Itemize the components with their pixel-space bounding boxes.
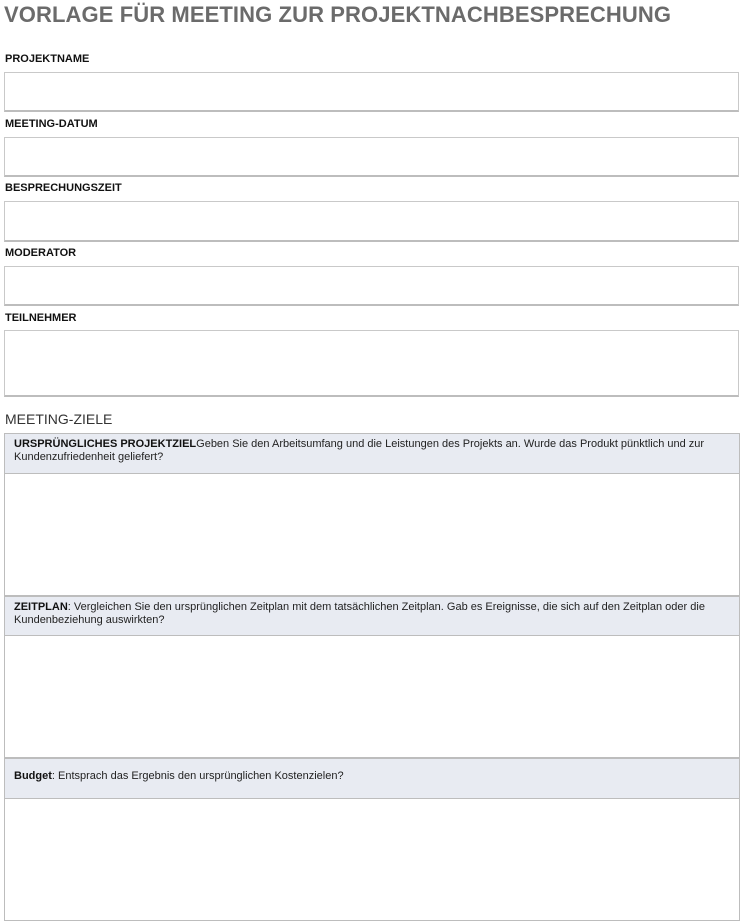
meeting-time-field[interactable]	[4, 201, 739, 242]
project-name-label: PROJEKTNAME	[5, 53, 90, 65]
meeting-date-label: MEETING-DATUM	[5, 118, 98, 130]
objective-prompt: Entsprach das Ergebnis den ursprünglichen Kostenzielen?	[54, 770, 344, 782]
objective-prompt: Geben Sie den Arbeitsumfang und die Leistungen des Projekts an. Wurde das Produkt pünktlich und zur Kundenzufriedenheit geliefert?	[14, 438, 705, 463]
participants-field[interactable]	[4, 330, 739, 397]
objective-separator: :	[67, 601, 71, 613]
meeting-time-label: BESPRECHUNGSZEIT	[5, 182, 122, 194]
objective-prompt: Vergleichen Sie den ursprünglichen Zeitplan mit dem tatsächlichen Zeitplan. Gab es Ereignisse, die sich auf den Zeitplan oder die Kundenbeziehung auswirkten?	[14, 601, 705, 626]
objective-label: ZEITPLAN	[14, 601, 68, 613]
objective-separator: :	[51, 770, 55, 782]
page-title: VORLAGE FÜR MEETING ZUR PROJEKTNACHBESPRECHUNG	[4, 2, 672, 27]
objective-label: URSPRÜNGLICHES PROJEKTZIEL	[14, 438, 197, 450]
meeting-date-field[interactable]	[4, 137, 739, 177]
participants-label: TEILNEHMER	[5, 312, 77, 324]
objective-response-schedule[interactable]	[5, 636, 739, 759]
meeting-objectives-heading: MEETING-ZIELE	[5, 411, 113, 427]
objectives-table	[4, 433, 740, 921]
moderator-label: MODERATOR	[5, 247, 77, 259]
objective-label: Budget	[14, 770, 52, 782]
objective-response-original-goal[interactable]	[5, 474, 739, 597]
moderator-field[interactable]	[4, 266, 739, 306]
objective-header-original-goal	[5, 434, 739, 474]
objective-response-budget[interactable]	[5, 799, 739, 920]
project-name-field[interactable]	[4, 72, 739, 112]
objective-header-schedule	[5, 597, 739, 636]
objective-header-budget	[5, 759, 739, 799]
